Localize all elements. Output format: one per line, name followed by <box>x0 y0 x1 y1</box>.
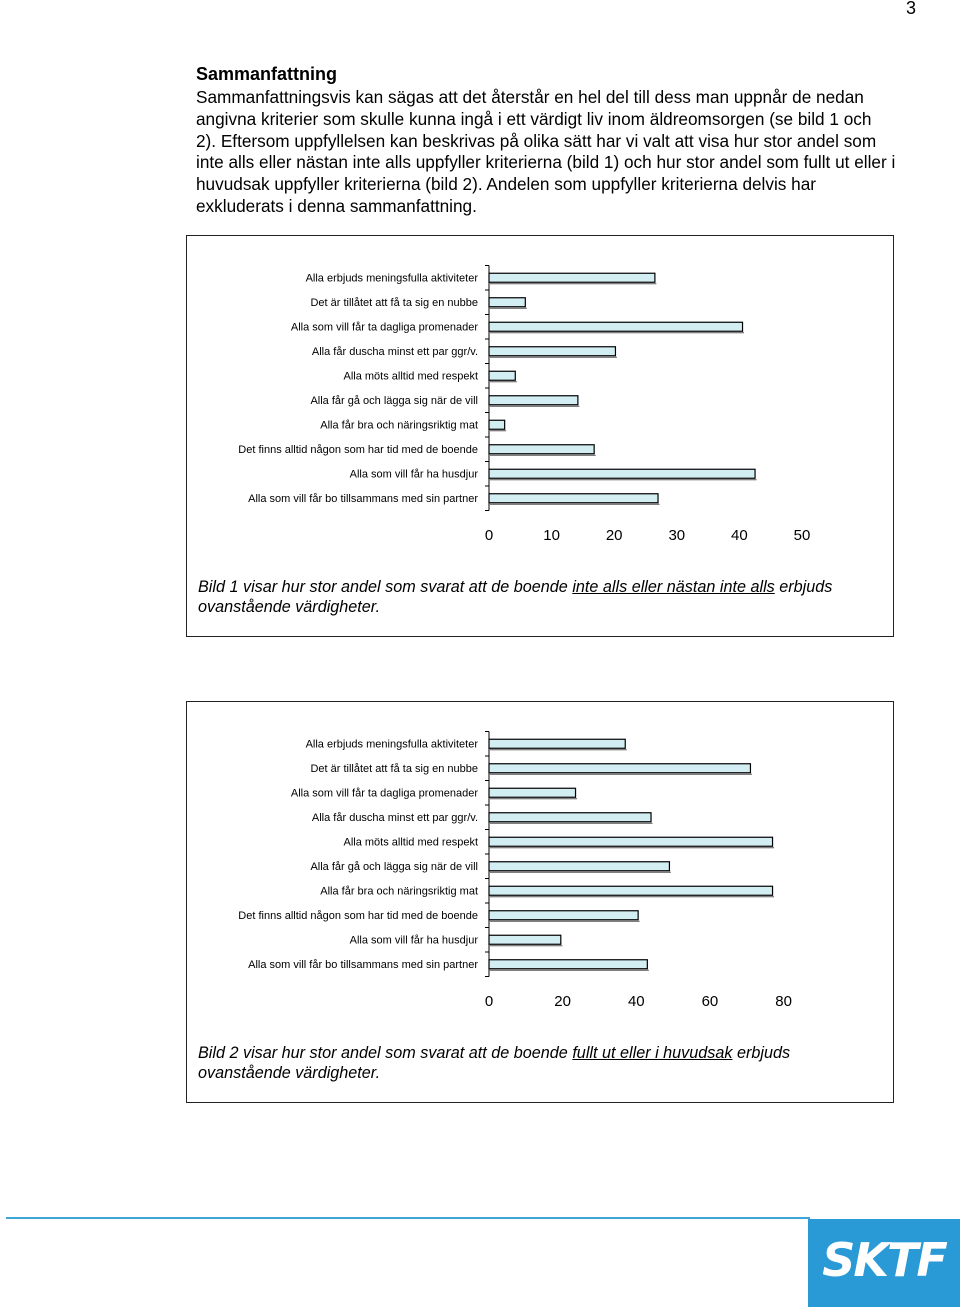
x-tick-label: 40 <box>627 993 645 1010</box>
category-label: Alla möts alltid med respekt <box>343 370 478 383</box>
category-label: Alla som vill får bo tillsammans med sin partner <box>248 492 478 505</box>
sktf-logo <box>808 1219 960 1307</box>
bar <box>489 371 515 380</box>
bar-chart-2 <box>187 702 893 1017</box>
category-label: Alla som vill får ha husdjur <box>349 468 478 481</box>
category-label: Alla som vill får ta dagliga promenader <box>290 787 478 800</box>
bar <box>489 837 773 846</box>
x-tick-label: 60 <box>701 993 719 1010</box>
x-tick-label: 20 <box>554 993 571 1010</box>
x-tick-label: 0 <box>484 527 494 544</box>
category-label: Alla får duscha minst ett par ggr/v. <box>311 811 478 824</box>
category-label: Alla som vill får bo tillsammans med sin partner <box>248 958 478 971</box>
category-label: Alla som vill får ta dagliga promenader <box>290 321 478 334</box>
x-tick-label: 40 <box>731 527 748 544</box>
bar <box>489 764 750 773</box>
chart-caption-1 <box>198 578 878 617</box>
chart-frame-2 <box>186 701 894 1103</box>
bar <box>489 396 578 405</box>
caption-1-text: Bild 1 visar hur stor andel som svarat att de boende <box>198 578 573 596</box>
category-label: Alla får duscha minst ett par ggr/v. <box>311 345 478 358</box>
bar <box>489 886 773 895</box>
x-tick-label: 0 <box>484 993 494 1010</box>
category-label: Det är tillåtet att få ta sig en nubbe <box>310 296 478 309</box>
bar <box>489 322 743 331</box>
bar <box>489 739 625 748</box>
category-label: Alla får bra och näringsriktig mat <box>320 419 478 432</box>
x-tick-label: 50 <box>793 527 811 544</box>
category-label: Alla får gå och lägga sig när de vill <box>310 860 478 873</box>
x-tick-label: 30 <box>668 527 686 544</box>
page-number: 3 <box>905 0 916 18</box>
bar <box>489 420 505 429</box>
category-label: Alla får gå och lägga sig när de vill <box>310 394 478 407</box>
bar-chart-1 <box>187 236 893 551</box>
caption-1-underlined: inte alls eller nästan inte alls <box>572 578 775 596</box>
x-tick-label: 80 <box>775 993 792 1010</box>
category-label: Alla erbjuds meningsfulla aktiviteter <box>305 738 478 751</box>
x-tick-label: 20 <box>605 527 623 544</box>
category-label: Det är tillåtet att få ta sig en nubbe <box>310 762 478 775</box>
bar <box>489 788 576 797</box>
category-label: Det finns alltid någon som har tid med de boende <box>238 443 478 456</box>
caption-2-underlined: fullt ut eller i huvudsak <box>572 1044 733 1062</box>
bar <box>489 469 755 478</box>
bar <box>489 862 669 871</box>
caption-2-text-end: erbjuds ovanstående värdigheter. <box>198 1044 791 1082</box>
category-label: Alla erbjuds meningsfulla aktiviteter <box>305 272 478 285</box>
footer-line <box>6 1217 810 1219</box>
bar <box>489 911 638 920</box>
bar <box>489 347 615 356</box>
bar <box>489 960 647 969</box>
bar <box>489 813 651 822</box>
category-label: Det finns alltid någon som har tid med de boende <box>238 909 478 922</box>
caption-2-text: Bild 2 visar hur stor andel som svarat att de boende <box>198 1044 573 1062</box>
bar <box>489 494 658 503</box>
section-heading: Sammanfattning <box>196 64 338 84</box>
caption-1-text-end: erbjuds ovanstående värdigheter. <box>198 578 833 616</box>
category-label: Alla som vill får ha husdjur <box>349 934 478 947</box>
summary-paragraph: Sammanfattningsvis kan sägas att det återstår en hel del till dess man uppnår de nedan angivna kriterier som skulle kunna ingå i ett värdigt liv inom äldreomsorgen (se bild 1 och 2). Eftersom uppfyllelsen kan beskrivas på olika sätt har vi valt att visa hur stor andel som inte alls eller nästan inte alls uppfyller kriterierna (bild 1) och hur stor andel som fullt ut eller i huvudsak uppfyller kriterierna (bild 2). Andelen som uppfyller kriterierna delvis har exkluderats i denna sammanfattning. <box>196 87 896 216</box>
bar <box>489 298 525 307</box>
chart-caption-2 <box>198 1044 878 1083</box>
category-label: Alla får bra och näringsriktig mat <box>320 885 478 898</box>
bar <box>489 445 594 454</box>
category-label: Alla möts alltid med respekt <box>343 836 478 849</box>
bar <box>489 273 655 282</box>
logo-text: SKTF <box>822 1233 946 1287</box>
chart-frame-1 <box>186 235 894 637</box>
bar <box>489 935 561 944</box>
x-tick-label: 10 <box>543 527 560 544</box>
